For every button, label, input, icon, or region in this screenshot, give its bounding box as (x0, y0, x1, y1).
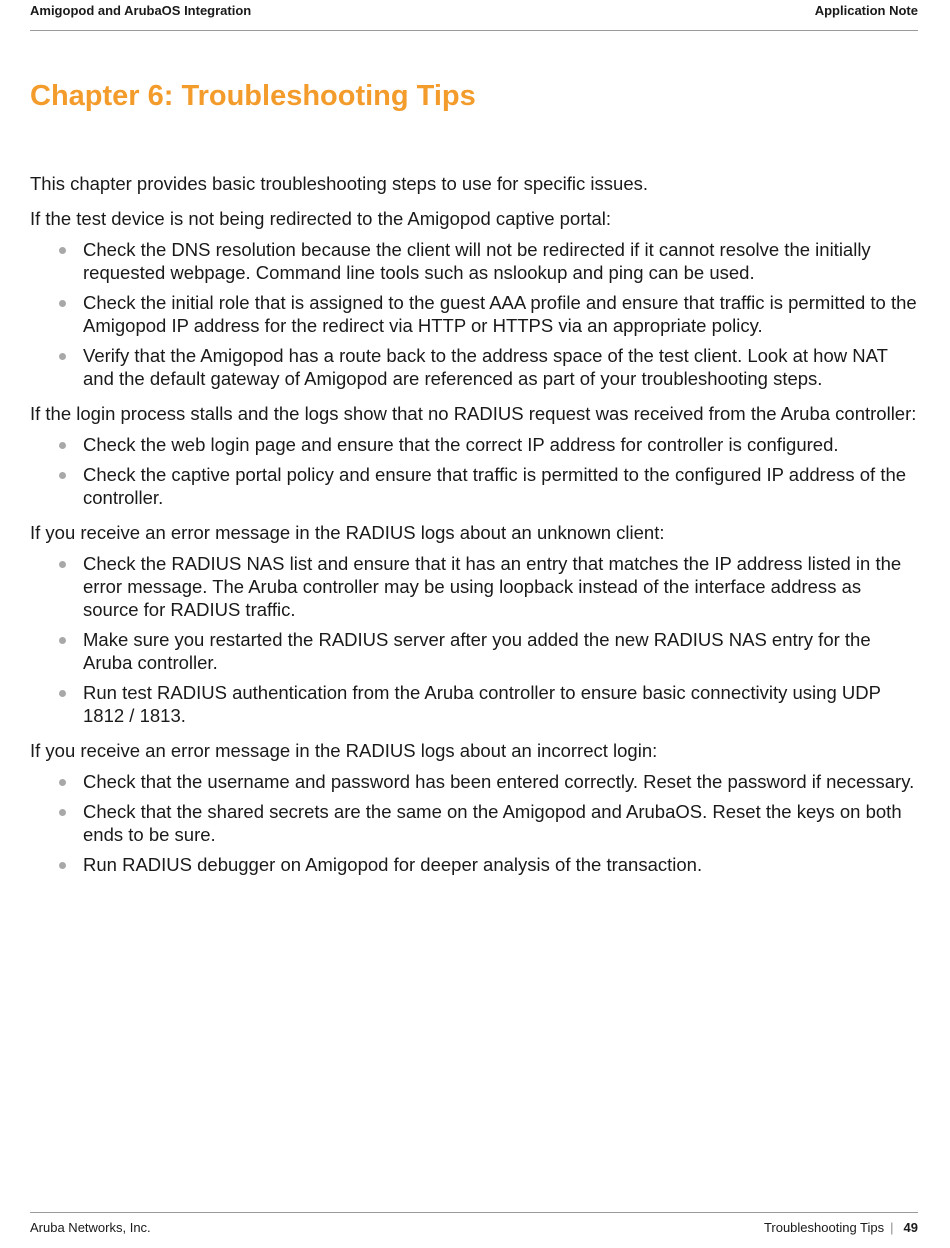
bullet-icon (59, 862, 66, 869)
list-item (30, 552, 918, 621)
page-number: 49 (903, 1220, 918, 1235)
list-item (30, 681, 918, 727)
intro-paragraph: If you receive an error message in the RADIUS logs about an incorrect login: (30, 740, 658, 761)
footer-company: Aruba Networks, Inc. (30, 1220, 151, 1235)
intro-paragraph: This chapter provides basic troubleshooting steps to use for specific issues. (30, 173, 649, 194)
bullet-icon (59, 472, 66, 479)
list-item-text: Verify that the Amigopod has a route back to the address space of the test client. Look at how NAT and the default gateway of Amigopod are referenced as part of your troubleshooting steps. (83, 345, 888, 389)
header-document-type: Application Note (814, 3, 918, 18)
chapter-title: Chapter 6: Troubleshooting Tips (30, 80, 476, 112)
list-item (30, 463, 918, 509)
list-item-text: Check that the username and password has been entered correctly. Reset the password if necessary. (83, 771, 915, 792)
bullet-list (30, 238, 918, 390)
list-item (30, 238, 918, 284)
list-item-text: Check the initial role that is assigned to the guest AAA profile and ensure that traffic is permitted to the Amigopod IP address for the redirect via HTTP or HTTPS via an appropriate policy. (83, 292, 917, 336)
list-item-text: Check the DNS resolution because the client will not be redirected if it cannot resolve the initially requested webpage. Command line tools such as nslookup and ping can be used. (83, 239, 871, 283)
bullet-icon (59, 247, 66, 254)
page-header (30, 3, 918, 31)
bullet-icon (59, 353, 66, 360)
footer-separator: | (890, 1220, 894, 1235)
intro-paragraph: If you receive an error message in the RADIUS logs about an unknown client: (30, 522, 665, 543)
list-item (30, 628, 918, 674)
bullet-list (30, 433, 918, 509)
list-item (30, 853, 918, 876)
list-item (30, 291, 918, 337)
header-document-title: Amigopod and ArubaOS Integration (30, 3, 252, 18)
chapter-content (30, 172, 918, 888)
list-item (30, 344, 918, 390)
list-item (30, 800, 918, 846)
bullet-icon (59, 637, 66, 644)
list-item-text: Run RADIUS debugger on Amigopod for deeper analysis of the transaction. (83, 854, 703, 875)
list-item-text: Run test RADIUS authentication from the Aruba controller to ensure basic connectivity using UDP 1812 / 1813. (83, 682, 881, 726)
footer-section-name: Troubleshooting Tips (763, 1220, 885, 1235)
bullet-icon (59, 809, 66, 816)
bullet-list (30, 552, 918, 727)
bullet-icon (59, 779, 66, 786)
footer-page-info (764, 1220, 918, 1235)
list-item-text: Check the RADIUS NAS list and ensure that it has an entry that matches the IP address listed in the error message. The Aruba controller may be using loopback instead of the interface address as source for RADIUS traffic. (83, 553, 902, 620)
list-item-text: Check that the shared secrets are the same on the Amigopod and ArubaOS. Reset the keys on both ends to be sure. (83, 801, 902, 845)
page-footer (30, 1212, 918, 1241)
bullet-icon (59, 690, 66, 697)
list-item (30, 770, 918, 793)
intro-paragraph: If the test device is not being redirected to the Amigopod captive portal: (30, 208, 612, 229)
list-item-text: Check the captive portal policy and ensure that traffic is permitted to the configured IP address of the controller. (83, 464, 907, 508)
list-item-text: Check the web login page and ensure that the correct IP address for controller is configured. (83, 434, 839, 455)
list-item-text: Make sure you restarted the RADIUS server after you added the new RADIUS NAS entry for the Aruba controller. (83, 629, 871, 673)
bullet-list (30, 770, 918, 876)
bullet-icon (59, 442, 66, 449)
bullet-icon (59, 561, 66, 568)
intro-paragraph: If the login process stalls and the logs show that no RADIUS request was received from the Aruba controller: (30, 403, 917, 424)
list-item (30, 433, 918, 456)
bullet-icon (59, 300, 66, 307)
